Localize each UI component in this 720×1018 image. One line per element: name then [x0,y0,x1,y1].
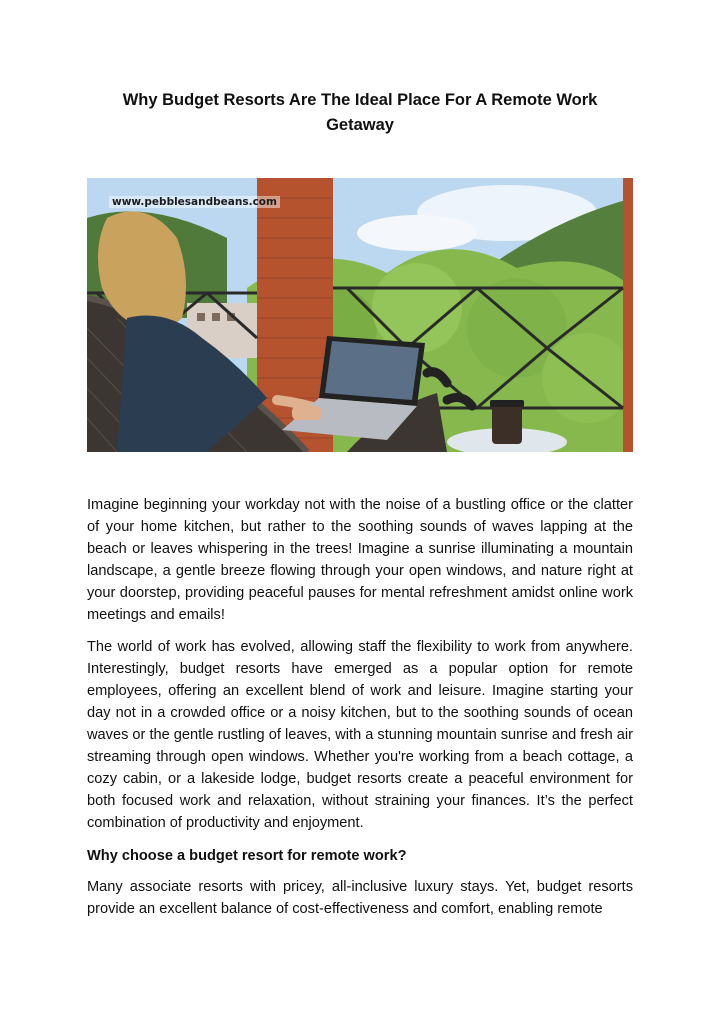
document-title: Why Budget Resorts Are The Ideal Place For A Remote Work Getaway [122,91,598,134]
paragraph-intro: Imagine beginning your workday not with the noise of a bustling office or the clatter of your home kitchen, but rather to the soothing sounds of waves lapping at the beach or leaves whispering in the trees! Imagine a sunrise illuminating a mountain landscape, a gentle breeze flowing through your open windows, and nature right at your doorstep, providing peaceful pauses for mental refreshment amidst online work meetings and emails! [87,497,633,623]
article-photo [87,178,633,452]
paragraph-why-choose: Many associate resorts with pricey, all-inclusive luxury stays. Yet, budget resorts provide an excellent balance of cost-effectiveness and comfort, enabling remote [87,879,633,917]
paragraph-world-of-work: The world of work has evolved, allowing staff the flexibility to work from anywhere. Interestingly, budget resorts have emerged as a popular option for remote employees, offering an excellent blend of work and leisure. Imagine starting your day not in a crowded office or a noisy kitchen, but to the soothing sounds of ocean waves or the gentle rustling of leaves, with a stunning mountain sunrise and fresh air streaming through open windows. Whether you're working from a beach cottage, a cozy cabin, or a lakeside lodge, budget resorts create a peaceful environment for both focused work and relaxation, without straining your finances. It’s the perfect combination of productivity and enjoyment. [87,639,633,831]
photo-watermark: www.pebblesandbeans.com [109,196,280,208]
balcony-laptop-illustration [87,178,633,452]
section-heading: Why choose a budget resort for remote work? [87,848,407,864]
